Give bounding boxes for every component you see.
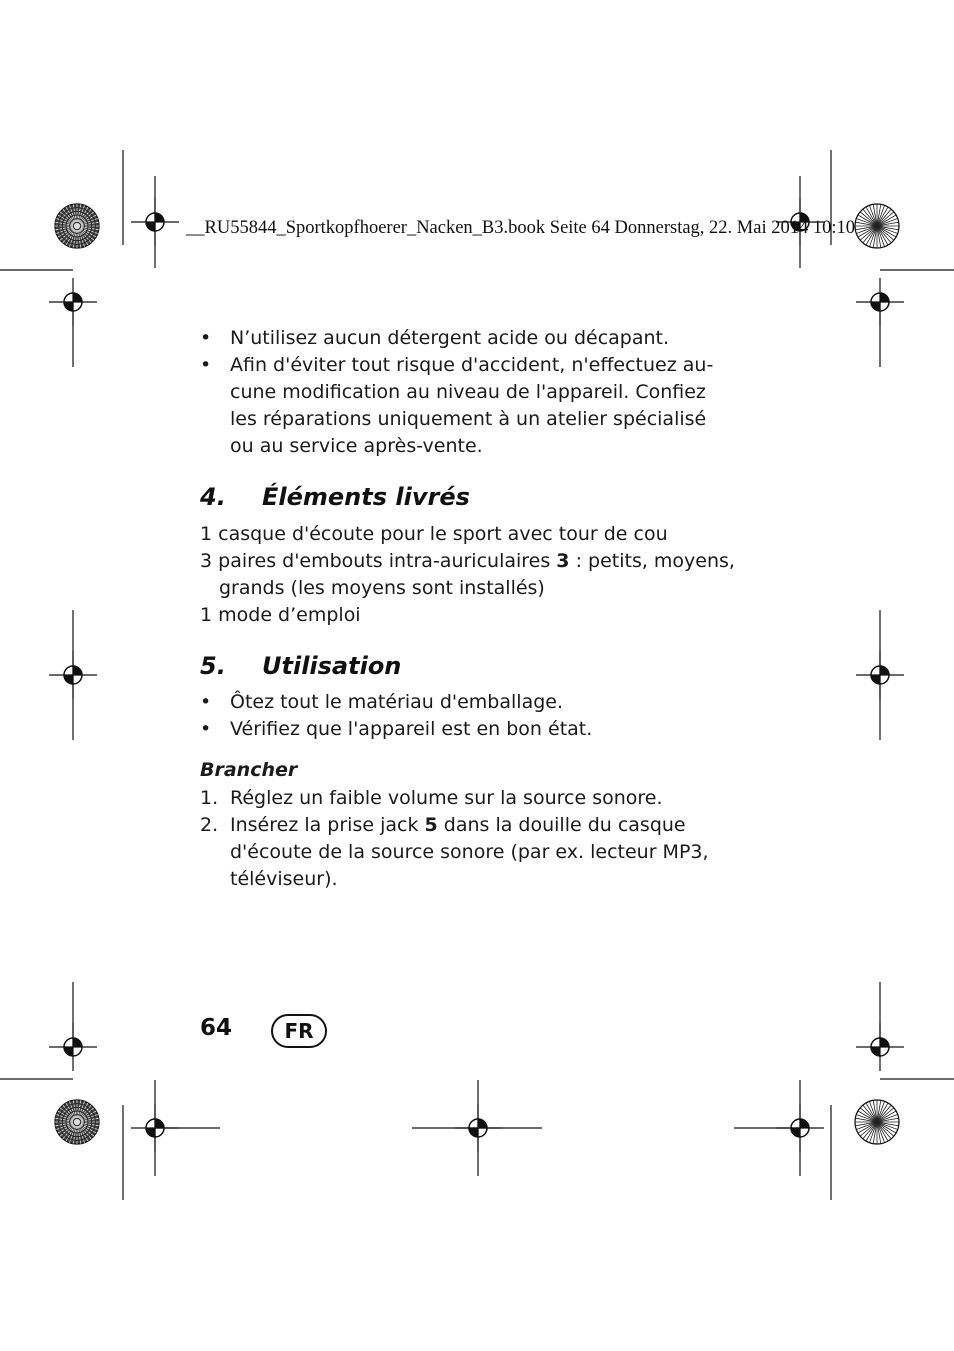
list-item-line: cune modification au niveau de l'appareil. Confiez xyxy=(230,381,706,403)
registration-quadrant xyxy=(871,1047,880,1056)
delivery-item-text: : petits, moyens, xyxy=(569,550,735,572)
step-text: Réglez un faible volume sur la source sonore. xyxy=(230,787,663,809)
list-bullet: • xyxy=(200,718,212,740)
registration-quadrant xyxy=(73,293,82,302)
registration-quadrant xyxy=(800,1119,809,1128)
registration-quadrant xyxy=(64,675,73,684)
list-item-line: les réparations uniquement à un atelier spécialisé xyxy=(230,408,707,430)
list-item-line: ou au service après-vente. xyxy=(230,435,483,457)
list-item: N’utilisez aucun détergent acide ou décapant. xyxy=(230,327,670,349)
list-item: Vérifiez que l'appareil est en bon état. xyxy=(230,718,593,740)
section-number: 5. xyxy=(200,652,226,680)
part-number: 5 xyxy=(424,814,438,836)
language-badge: FR xyxy=(271,1014,327,1048)
step-text-part: dans la douille du casque xyxy=(437,814,686,836)
registration-quadrant xyxy=(146,222,155,231)
registration-quadrant xyxy=(478,1119,487,1128)
registration-quadrant xyxy=(880,293,889,302)
step-text-line: téléviseur). xyxy=(230,868,338,890)
registration-quadrant xyxy=(880,666,889,675)
print-header-file-info: __RU55844_Sportkopfhoerer_Nacken_B3.book Seite 64 Donnerstag, 22. Mai 2014 10:10 xyxy=(186,218,855,238)
delivery-item: 1 casque d'écoute pour le sport avec tour de cou xyxy=(200,523,668,545)
subheading: Brancher xyxy=(200,759,298,781)
registration-quadrant xyxy=(871,302,880,311)
registration-quadrant xyxy=(73,1038,82,1047)
registration-quadrant xyxy=(880,1038,889,1047)
registration-quadrant xyxy=(146,1128,155,1137)
delivery-item xyxy=(200,548,735,575)
list-bullet: • xyxy=(200,691,212,713)
step-text-line: d'écoute de la source sonore (par ex. lecteur MP3, xyxy=(230,841,709,863)
section-heading-5 xyxy=(200,652,401,680)
part-number: 3 xyxy=(556,550,570,572)
step-text xyxy=(230,812,686,839)
registration-quadrant xyxy=(155,1119,164,1128)
list-item: Ôtez tout le matériau d'emballage. xyxy=(230,691,564,713)
list-bullet: • xyxy=(200,354,212,376)
section-title: Utilisation xyxy=(262,652,402,680)
section-number: 4. xyxy=(200,483,226,511)
registration-quadrant xyxy=(73,666,82,675)
registration-quadrant xyxy=(64,302,73,311)
section-title: Éléments livrés xyxy=(262,483,470,511)
step-number: 2. xyxy=(200,814,219,836)
registration-quadrant xyxy=(791,1128,800,1137)
delivery-item-text: 3 paires d'embouts intra-auriculaires xyxy=(200,550,557,572)
registration-quadrant xyxy=(871,675,880,684)
registration-quadrant xyxy=(64,1047,73,1056)
step-text-part: Insérez la prise jack xyxy=(230,814,425,836)
step-number: 1. xyxy=(200,787,219,809)
list-item-line: Afin d'éviter tout risque d'accident, n'effectuez au- xyxy=(230,354,714,376)
page-number: 64 xyxy=(200,1015,233,1041)
list-bullet: • xyxy=(200,327,212,349)
registration-quadrant xyxy=(469,1128,478,1137)
delivery-item: 1 mode d’emploi xyxy=(200,604,361,626)
section-heading-4 xyxy=(200,483,470,511)
delivery-item-continuation: grands (les moyens sont installés) xyxy=(219,577,545,599)
registration-quadrant xyxy=(155,213,164,222)
